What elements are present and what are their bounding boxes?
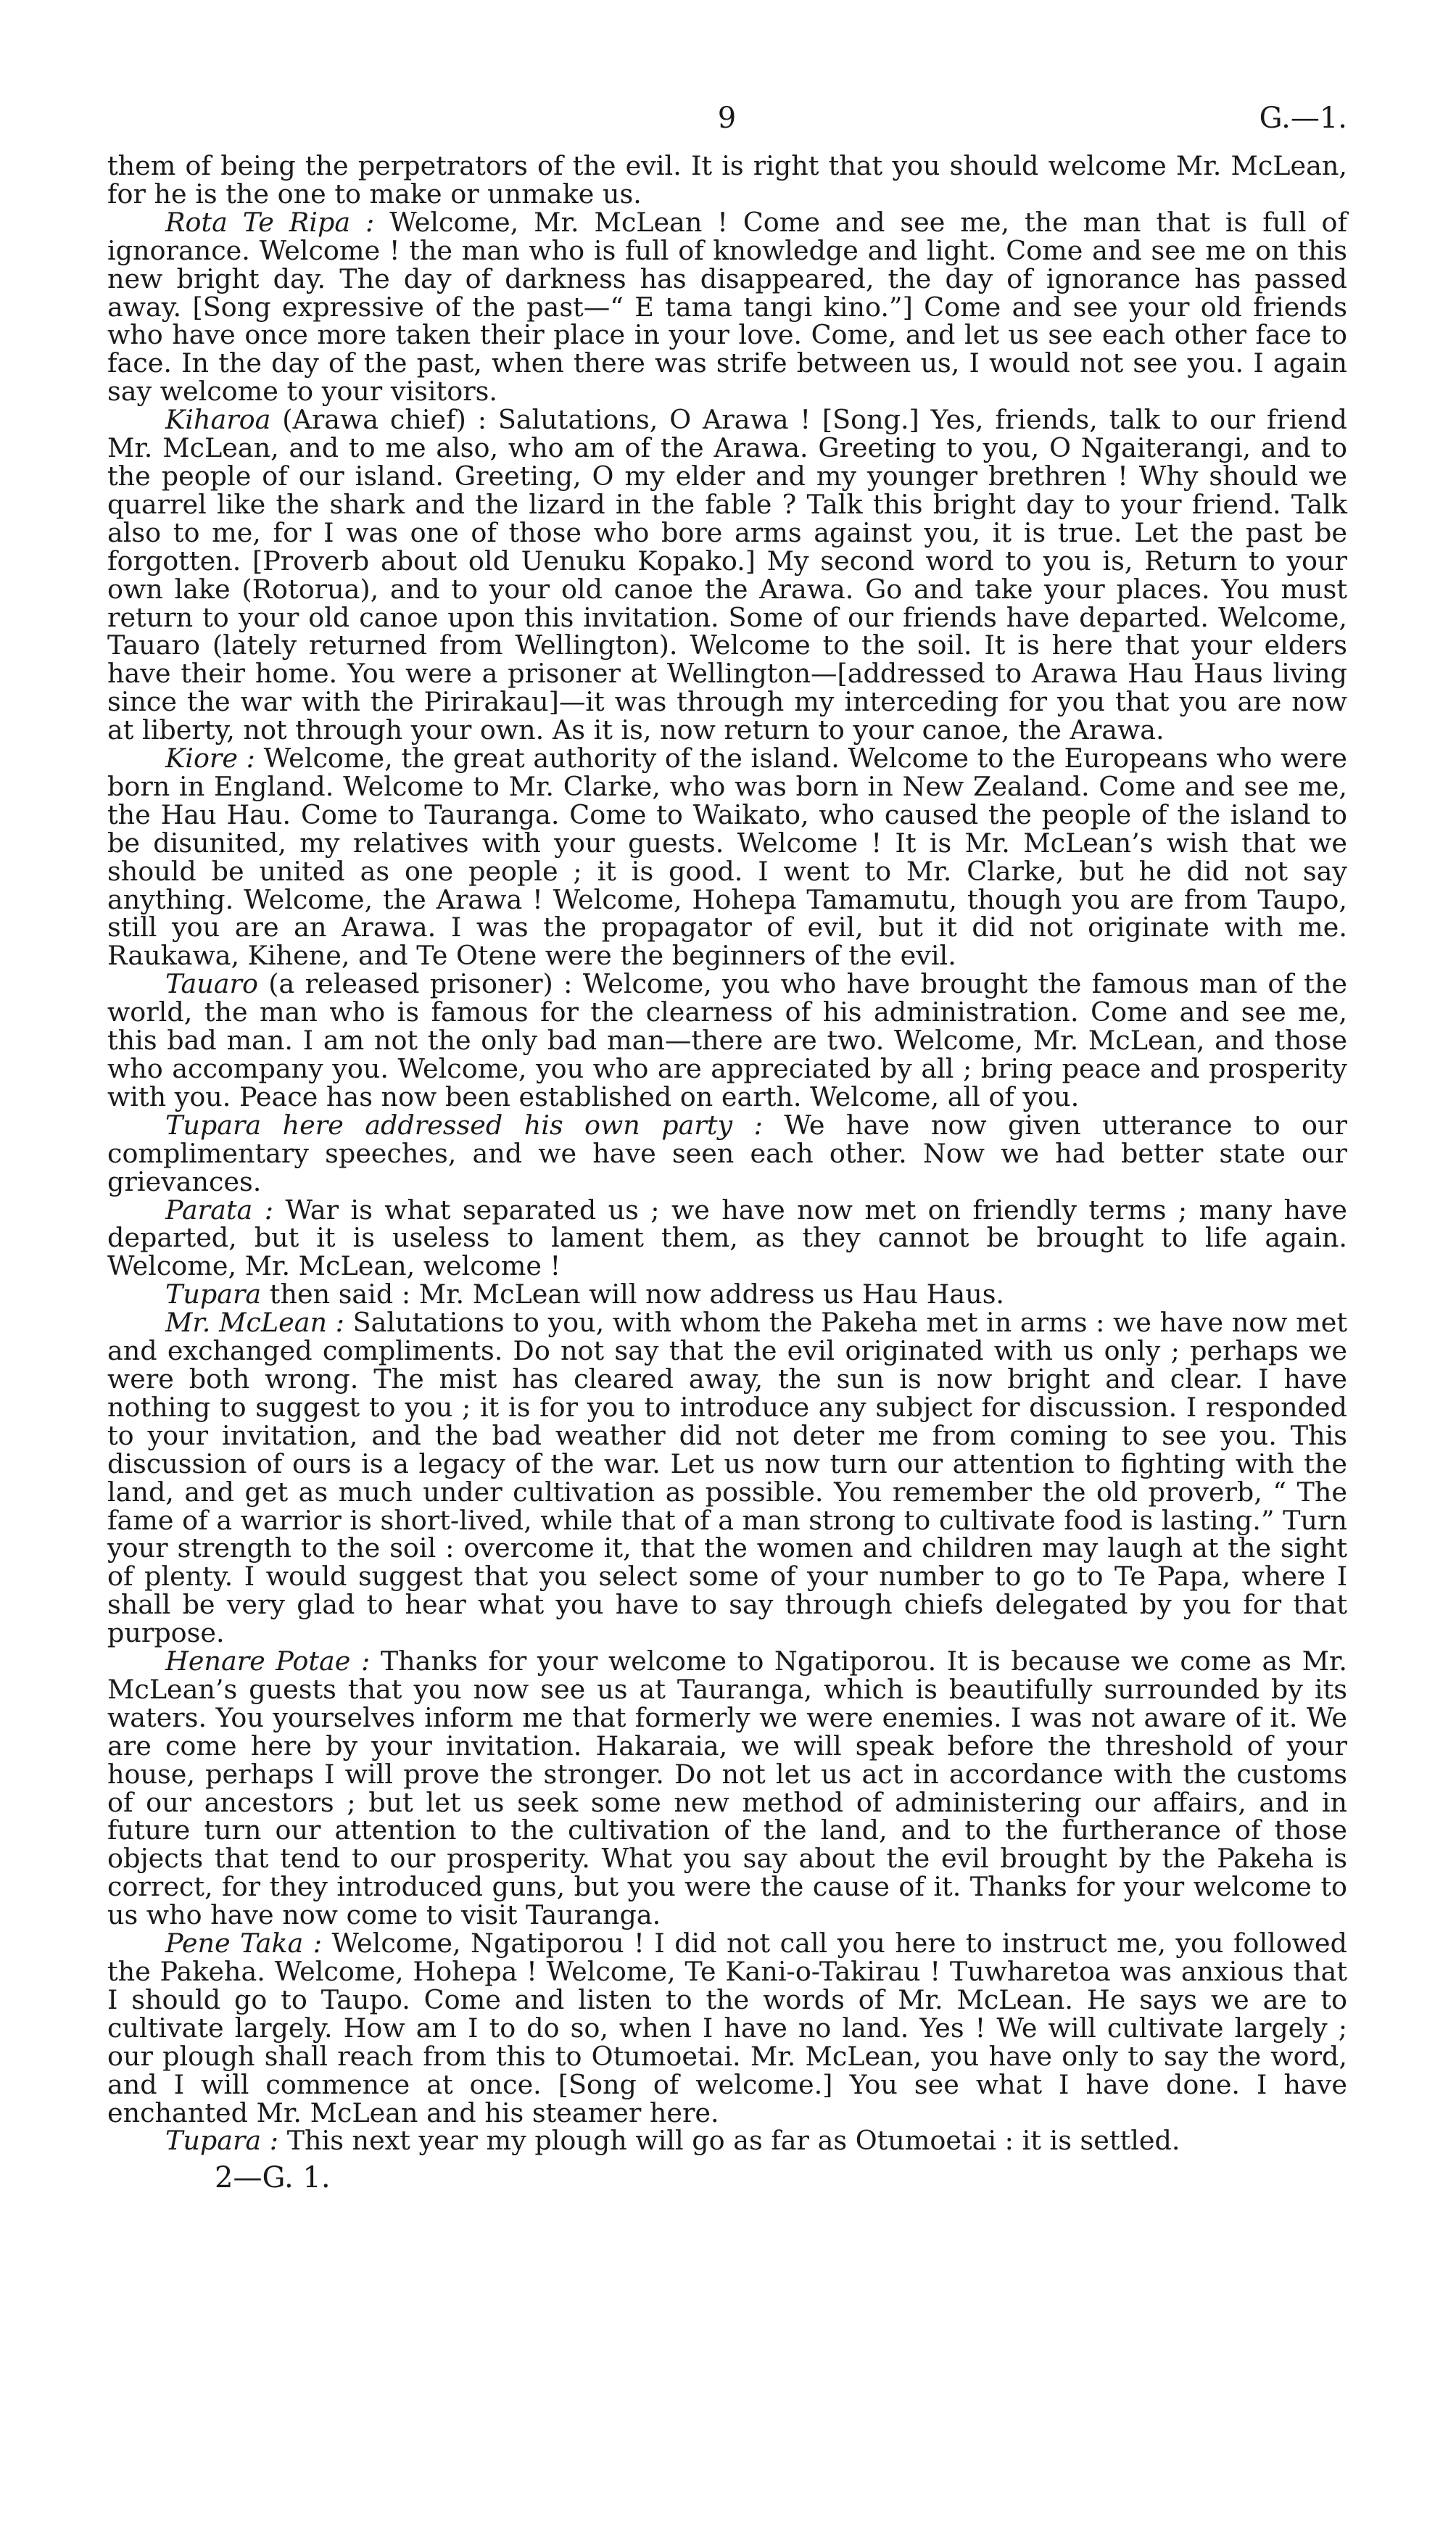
speaker-name: Kiharoa bbox=[165, 404, 271, 436]
paragraph-text: War is what separated us ; we have now met on friendly terms ; many have departed, but it is useless to lament them, as they cannot be brought to life again. Welcome, Mr. McLean, welcome ! bbox=[107, 1194, 1347, 1282]
paragraph-text: Thanks for your welcome to Ngatiporou. It is because we come as Mr. McLean’s guests that you now see us at Tauranga, which is beautifully surrounded by its waters. You yourselves inform me that formerly we were enemies. I was not aware of it. We are come here by your invitation. Hakaraia, we will speak before the threshold of your house, perhaps I will prove the stronger. Do not let us act in accordance with the customs of our ancestors ; but let us seek some new method of administering our affairs, and in future turn our attention to the cultivation of the land, and to the furtherance of those objects that tend to our prosperity. What you say about the evil brought by the Pakeha is correct, for they introduced guns, but you were the cause of it. Thanks for your welcome to us who have now come to visit Tauranga. bbox=[107, 1645, 1347, 1931]
paragraph-text: We have now given utterance to our complimentary speeches, and we have seen each other. Now we had better state our grievances. bbox=[107, 1109, 1347, 1197]
paragraph bbox=[107, 152, 1347, 209]
paragraph-text: then said : Mr. McLean will now address us Hau Haus. bbox=[261, 1279, 1005, 1310]
speaker-name: Parata : bbox=[165, 1194, 274, 1226]
paragraph bbox=[107, 1281, 1347, 1309]
speaker-name: Pene Taka : bbox=[165, 1928, 323, 1959]
speaker-name: Tupara bbox=[165, 1279, 262, 1310]
paragraph-text: This next year my plough will go as far as Otumoetai : it is settled. bbox=[278, 2125, 1180, 2157]
speaker-name: Tupara : bbox=[165, 2125, 279, 2157]
speaker-name: Tauaro bbox=[165, 968, 258, 1000]
paragraph-text: Salutations to you, with whom the Pakeha met in arms : we have now met and exchanged compliments. Do not say that the evil originated with us only ; perhaps we were both wrong. The mist has cleared away, the sun is now bright and clear. I have nothing to suggest to you ; it is for you to introduce any subject for discussion. I responded to your invitation, and the bad weather did not deter me from coming to see you. This discussion of ours is a legacy of the war. Let us now turn our attention to fighting with the land, and get as much under cultivation as possible. You remember the old proverb, “ The fame of a warrior is short-lived, while that of a man strong to cultivate food is lasting.” Turn your strength to the soil : overcome it, that the women and children may laugh at the sight of plenty. I would suggest that you select some of your number to go to Te Papa, where I shall be very glad to hear what you have to say through chiefs delegated by you for that purpose. bbox=[107, 1307, 1348, 1649]
paragraph bbox=[107, 1194, 1347, 1282]
document-code: G.—1. bbox=[1259, 102, 1347, 135]
speaker-name: Rota Te Ripa : bbox=[165, 206, 375, 238]
paragraph bbox=[107, 206, 1347, 408]
paragraph bbox=[107, 1930, 1347, 2127]
page-number: 9 bbox=[717, 102, 737, 135]
speaker-name: Henare Potae : bbox=[165, 1645, 371, 1677]
paragraph bbox=[107, 970, 1347, 1112]
speaker-name: Mr. McLean : bbox=[165, 1307, 344, 1339]
paragraph-text: Welcome, Mr. McLean ! Come and see me, the man that is full of ignorance. Welcome ! the man who is full of knowledge and light. Come and see me on this new bright day. The day of darkness has disappeared, the day of ignorance has passed away. [Song expressive of the past—“ E tama tangi kino.”] Come and see your old friends who have once more taken their place in your love. Come, and let us see each other face to face. In the day of the past, when there was strife between us, I would not see you. I again say welcome to your visitors. bbox=[107, 206, 1347, 408]
paragraph-text: (a released prisoner) : Welcome, you who have brought the famous man of the world, the man who is famous for the clearness of his administration. Come and see me, this bad man. I am not the only bad man—there are two. Welcome, Mr. McLean, and those who accompany you. Welcome, you who are appreciated by all ; bring peace and prosperity with you. Peace has now been established on earth. Welcome, all of you. bbox=[107, 968, 1347, 1112]
paragraph-text: Welcome, Ngatiporou ! I did not call you here to instruct me, you followed the Pakeha. Welcome, Hohepa ! Welcome, Te Kani-o-Takirau ! Tuwharetoa was anxious that I should go to Taupo. Come and listen to the words of Mr. McLean. He says we are to cultivate largely. How am I to do so, when I have no land. Yes ! We will cultivate largely ; our plough shall reach from this to Otumoetai. Mr. McLean, you have only to say the word, and I will commence at once. [Song of welcome.] You see what I have done. I have enchanted Mr. McLean and his steamer here. bbox=[107, 1928, 1348, 2128]
paragraph-text: Welcome, the great authority of the island. Welcome to the Europeans who were born in England. Welcome to Mr. Clarke, who was born in New Zealand. Come and see me, the Hau Hau. Come to Tauranga. Come to Waikato, who caused the people of the island to be disunited, my relatives with your guests. Welcome ! It is Mr. McLean’s wish that we should be united as one people ; it is good. I went to Mr. Clarke, but he did not say anything. Welcome, the Arawa ! Welcome, Hohepa Tamamutu, though you are from Taupo, still you are an Arawa. I was the propagator of evil, but it did not originate with me. Raukawa, Kihene, and Te Otene were the beginners of the evil. bbox=[107, 743, 1347, 972]
paragraph bbox=[107, 406, 1347, 745]
paragraph-text: (Arawa chief) : Salutations, O Arawa ! [Song.] Yes, friends, talk to our friend Mr. McLean, and to me also, who am of the Arawa. Greeting to you, O Ngaiterangi, and to the people of our island. Greeting, O my elder and my younger brethren ! Why should we quarrel like the shark and the lizard in the fable ? Talk this bright day to your friend. Talk also to me, for I was one of those who bore arms against you, it is true. Let the past be forgotten. [Proverb about old Uenuku Kopako.] My second word to you is, Return to your own lake (Rotorua), and to your old canoe the Arawa. Go and take your places. You must return to your old canoe upon this invitation. Some of our friends have departed. Welcome, Tauaro (lately returned from Wellington). Welcome to the soil. It is here that your elders have their home. You were a prisoner at Wellington—[addressed to Arawa Hau Haus living since the war with the Pirirakau]—it was through my interceding for you that you are now at liberty, not through your own. As it is, now return to your canoe, the Arawa. bbox=[107, 404, 1347, 746]
paragraph bbox=[107, 745, 1347, 970]
paragraph bbox=[107, 1109, 1347, 1197]
signature-mark: 2—G. 1. bbox=[215, 2161, 331, 2195]
page-header bbox=[107, 102, 1347, 152]
body-text bbox=[107, 152, 1347, 2155]
paragraph bbox=[107, 1645, 1347, 1931]
paragraph bbox=[107, 1309, 1347, 1648]
speaker-name: Tupara here addressed his own party : bbox=[165, 1109, 763, 1141]
speaker-name: Kiore : bbox=[165, 743, 255, 775]
paragraph-text: them of being the perpetrators of the evil. It is right that you should welcome Mr. McLean, for he is the one to make or unmake us. bbox=[107, 150, 1347, 210]
paragraph bbox=[107, 2127, 1347, 2155]
